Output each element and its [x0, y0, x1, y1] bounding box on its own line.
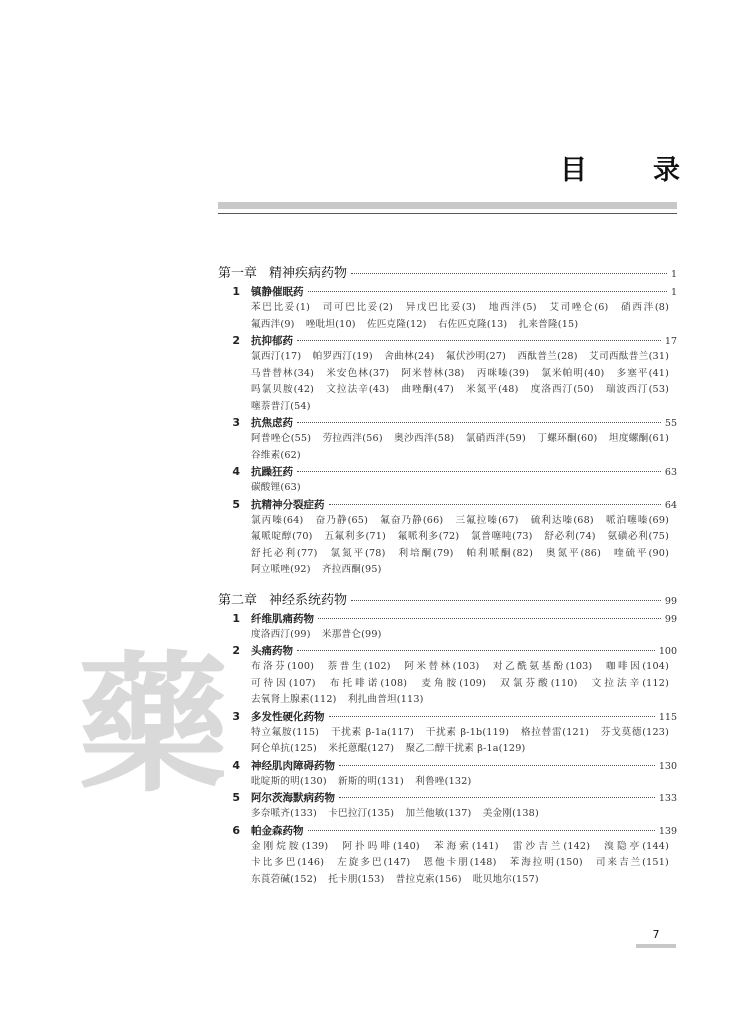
- drug-entry[interactable]: 氯西汀(17): [251, 351, 302, 362]
- section-heading[interactable]: [218, 643, 677, 659]
- section-heading[interactable]: [218, 464, 677, 480]
- drug-entry[interactable]: 普拉克索(156): [395, 873, 462, 885]
- drug-list: [251, 480, 677, 497]
- drug-entry[interactable]: 米托蒽醌(127): [328, 743, 395, 754]
- drug-entry[interactable]: 苯海拉明(150): [509, 857, 583, 868]
- drug-entry[interactable]: 吡贝地尔(157): [472, 873, 539, 885]
- section-title: 帕金森药物: [251, 824, 304, 837]
- drug-list: [251, 725, 677, 758]
- drug-entry[interactable]: 艾司西酞普兰(31): [589, 351, 670, 362]
- title-rule-thin: [218, 213, 677, 214]
- drug-list: [251, 806, 677, 823]
- chapter-block: [218, 262, 677, 579]
- drug-entry[interactable]: 卡比多巴(146): [251, 857, 325, 868]
- drug-entry[interactable]: 度洛西汀(50): [530, 384, 594, 395]
- drug-entry[interactable]: 司可巴比妥(2): [322, 302, 394, 313]
- leader-dots: [308, 830, 655, 831]
- section-number: 6: [232, 823, 240, 837]
- section-heading[interactable]: [218, 758, 677, 774]
- drug-entry[interactable]: 布托啡诺(108): [329, 677, 408, 689]
- drug-entry[interactable]: 扎来普隆(15): [518, 318, 579, 330]
- drug-entry[interactable]: 文拉法辛(43): [326, 384, 390, 395]
- chapter-heading[interactable]: [218, 589, 677, 611]
- section-title: 抗躁狂药: [251, 466, 293, 478]
- drug-entry[interactable]: 西酞普兰(28): [517, 351, 578, 362]
- chapter-heading[interactable]: [218, 262, 677, 284]
- drug-entry[interactable]: 阿扑吗啡(140): [342, 840, 420, 852]
- drug-list: [251, 774, 677, 791]
- section-title: 阿尔茨海默病药物: [251, 792, 335, 804]
- drug-entry[interactable]: 奥氮平(86): [546, 547, 602, 559]
- leader-dots: [297, 422, 661, 423]
- drug-entry[interactable]: 氟奋乃静(66): [380, 514, 444, 526]
- watermark-character: 藥: [78, 637, 229, 813]
- drug-list: [251, 513, 677, 579]
- leader-dots: [297, 471, 661, 472]
- drug-entry[interactable]: 硫利达嗪(68): [530, 514, 594, 526]
- drug-entry[interactable]: 氯普噻吨(73): [471, 531, 533, 542]
- leader-dots: [351, 273, 667, 274]
- drug-entry[interactable]: 多塞平(41): [616, 367, 670, 379]
- drug-entry[interactable]: 舒托必利(77): [251, 547, 318, 559]
- drug-entry[interactable]: 氯氮平(78): [330, 547, 386, 559]
- section-title: 抗精神分裂症药: [251, 498, 325, 511]
- section-page-number: 55: [664, 418, 677, 429]
- drug-entry[interactable]: 美金刚(138): [482, 808, 539, 819]
- drug-list: [251, 627, 677, 644]
- drug-list: [251, 839, 677, 889]
- drug-list: [251, 431, 677, 464]
- section-number: 2: [232, 644, 240, 657]
- chapter-label: 第一章: [218, 266, 258, 281]
- drug-entry[interactable]: 氯米帕明(40): [541, 367, 605, 379]
- drug-entry[interactable]: 利扎曲普坦(113): [347, 694, 424, 705]
- section-heading[interactable]: [218, 284, 677, 300]
- drug-entry[interactable]: 恩他卡朋(148): [423, 857, 497, 868]
- chapter-title: 神经系统药物: [269, 592, 348, 608]
- table-of-contents: [218, 262, 677, 898]
- drug-entry[interactable]: 双氯芬酸(110): [500, 677, 578, 689]
- drug-entry[interactable]: 硝西泮(8): [621, 302, 670, 313]
- section-page-number: 133: [658, 793, 677, 804]
- chapter-block: [218, 589, 677, 889]
- drug-entry[interactable]: 地西泮(5): [488, 302, 537, 313]
- drug-entry[interactable]: 东莨菪碱(152): [251, 873, 317, 885]
- drug-list: [251, 659, 677, 709]
- chapter-title: 精神疾病药物: [269, 266, 348, 281]
- section-page-number: 130: [658, 760, 677, 772]
- page-number-bar: [636, 944, 676, 948]
- section-heading[interactable]: [218, 611, 677, 627]
- drug-entry[interactable]: 噻萘普汀(54): [251, 400, 311, 412]
- drug-entry[interactable]: 坦度螺酮(61): [608, 433, 670, 444]
- drug-entry[interactable]: 苯巴比妥(1): [251, 302, 311, 313]
- section-page-number: 139: [658, 825, 677, 837]
- drug-entry[interactable]: 佐匹克隆(12): [366, 318, 427, 330]
- drug-entry[interactable]: 阿米替林(103): [404, 661, 480, 672]
- section-page-number: 99: [664, 613, 677, 625]
- drug-entry[interactable]: 奋乃静(65): [315, 514, 369, 526]
- title-rule-thick: [218, 202, 677, 209]
- leader-dots: [339, 797, 655, 798]
- section-title: 多发性硬化药物: [251, 710, 325, 723]
- section-heading[interactable]: [218, 415, 677, 431]
- drug-entry[interactable]: 氯硝西泮(59): [465, 433, 526, 444]
- drug-entry[interactable]: 司来吉兰(151): [595, 857, 669, 868]
- drug-entry[interactable]: 特立氟胺(115): [251, 726, 320, 738]
- section-number: 5: [232, 497, 240, 511]
- section-heading[interactable]: [218, 790, 677, 806]
- drug-entry[interactable]: 新斯的明(131): [338, 775, 405, 787]
- drug-entry[interactable]: 瑞波西汀(53): [605, 384, 670, 395]
- drug-entry[interactable]: 吗氯贝胺(42): [251, 384, 315, 395]
- page-title-right: 录: [653, 155, 680, 186]
- drug-entry[interactable]: 对乙酰氨基酚(103): [493, 661, 593, 672]
- drug-entry[interactable]: 咖啡因(104): [605, 661, 670, 672]
- drug-entry[interactable]: 多奈哌齐(133): [251, 808, 317, 819]
- page-title-left: 目: [560, 155, 587, 186]
- leader-dots: [297, 340, 661, 341]
- drug-entry[interactable]: 米氮平(48): [466, 384, 519, 395]
- drug-entry[interactable]: 加兰他敏(137): [405, 808, 472, 819]
- section-title: 神经肌肉障碍药物: [251, 759, 335, 772]
- drug-entry[interactable]: 布洛芬(100): [251, 661, 315, 672]
- drug-entry[interactable]: 氟哌利多(72): [397, 531, 460, 542]
- section-title: 抗焦虑药: [251, 417, 293, 429]
- section-page-number: 1: [670, 287, 677, 298]
- drug-entry[interactable]: 金刚烷胺(139): [251, 840, 329, 852]
- drug-entry[interactable]: 舒必利(74): [544, 531, 596, 542]
- drug-entry[interactable]: 聚乙二醇干扰素 β-1a(129): [405, 743, 526, 754]
- drug-entry[interactable]: 哌泊噻嗪(69): [605, 514, 670, 526]
- drug-entry[interactable]: 吡啶斯的明(130): [251, 775, 327, 787]
- section-heading[interactable]: [218, 823, 677, 839]
- drug-entry[interactable]: 干扰素 β-1b(119): [425, 726, 510, 738]
- section-title: 纤维肌痛药物: [251, 612, 314, 625]
- page-title: [560, 148, 680, 187]
- drug-entry[interactable]: 异戊巴比妥(3): [405, 302, 477, 313]
- drug-entry[interactable]: 干扰素 β-1a(117): [330, 726, 414, 738]
- drug-entry[interactable]: 右佐匹克隆(13): [437, 318, 508, 330]
- drug-entry[interactable]: 格拉替雷(121): [520, 726, 590, 738]
- drug-entry[interactable]: 芬戈莫德(123): [600, 726, 670, 738]
- section-heading[interactable]: [218, 333, 677, 349]
- drug-entry[interactable]: 艾司唑仑(6): [549, 302, 609, 313]
- drug-entry[interactable]: 去氧肾上腺素(112): [251, 694, 337, 705]
- drug-entry[interactable]: 溴隐亭(144): [604, 840, 670, 852]
- drug-entry[interactable]: 氟哌啶醇(70): [251, 531, 313, 542]
- drug-entry[interactable]: 氯丙嗪(64): [251, 514, 304, 526]
- drug-entry[interactable]: 文拉法辛(112): [591, 677, 670, 689]
- section-page-number: 63: [664, 467, 677, 478]
- drug-list: [251, 300, 677, 333]
- drug-entry[interactable]: 舍曲林(24): [384, 351, 435, 362]
- drug-entry[interactable]: 曲唑酮(47): [401, 384, 454, 395]
- drug-entry[interactable]: 奥沙西泮(58): [394, 433, 455, 444]
- section-number: 5: [232, 791, 240, 804]
- chapter-page-number: 1: [670, 269, 677, 280]
- section-title: 镇静催眠药: [251, 286, 304, 298]
- section-heading[interactable]: [218, 497, 677, 513]
- drug-entry[interactable]: 度洛西汀(99): [251, 628, 311, 640]
- drug-entry[interactable]: 三氟拉嗪(67): [455, 514, 519, 526]
- drug-entry[interactable]: 苯海索(141): [433, 840, 499, 852]
- drug-entry[interactable]: 氨磺必利(75): [607, 531, 670, 542]
- section-page-number: 64: [664, 499, 677, 511]
- drug-entry[interactable]: 利鲁唑(132): [415, 775, 472, 787]
- drug-entry[interactable]: 齐拉西酮(95): [321, 564, 382, 575]
- section-number: 1: [232, 611, 240, 625]
- section-number: 4: [232, 758, 240, 772]
- drug-entry[interactable]: 雷沙吉兰(142): [512, 840, 591, 852]
- drug-entry[interactable]: 利培酮(79): [398, 547, 454, 559]
- section-number: 3: [232, 709, 240, 723]
- drug-entry[interactable]: 卡巴拉汀(135): [328, 808, 395, 819]
- section-title: 头痛药物: [251, 645, 293, 657]
- drug-entry[interactable]: 可待因(107): [251, 677, 316, 689]
- drug-entry[interactable]: 萘普生(102): [327, 661, 391, 672]
- page-number: 7: [652, 928, 660, 941]
- drug-entry[interactable]: 阿立哌唑(92): [251, 564, 311, 575]
- drug-entry[interactable]: 劳拉西泮(56): [322, 433, 383, 444]
- chapter-page-number: 99: [664, 595, 677, 607]
- drug-entry[interactable]: 阿米替林(38): [401, 367, 465, 379]
- drug-entry[interactable]: 托卡朋(153): [328, 873, 385, 885]
- leader-dots: [308, 291, 667, 292]
- drug-entry[interactable]: 米那普仑(99): [321, 628, 382, 640]
- drug-entry[interactable]: 麦角胺(109): [421, 677, 487, 689]
- section-title: 抗抑郁药: [251, 335, 293, 347]
- section-heading[interactable]: [218, 709, 677, 725]
- drug-entry[interactable]: 阿普唑仑(55): [251, 433, 312, 444]
- section-number: 1: [232, 285, 240, 298]
- section-number: 2: [232, 334, 240, 347]
- leader-dots: [297, 650, 655, 651]
- drug-entry[interactable]: 左旋多巴(147): [337, 857, 411, 868]
- section-page-number: 17: [664, 336, 677, 347]
- drug-entry[interactable]: 阿仑单抗(125): [251, 743, 317, 754]
- leader-dots: [329, 504, 661, 505]
- drug-entry[interactable]: 丁螺环酮(60): [537, 433, 598, 444]
- drug-entry[interactable]: 碳酸锂(63): [251, 482, 301, 493]
- drug-entry[interactable]: 谷维素(62): [251, 449, 301, 461]
- leader-dots: [351, 600, 661, 601]
- drug-entry[interactable]: 氟伏沙明(27): [445, 351, 507, 362]
- section-number: 3: [232, 416, 240, 429]
- drug-entry[interactable]: 五氟利多(71): [324, 531, 386, 542]
- section-page-number: 100: [658, 646, 677, 657]
- chapter-label: 第二章: [218, 592, 258, 608]
- drug-entry[interactable]: 帕罗西汀(19): [312, 351, 373, 362]
- leader-dots: [329, 716, 655, 717]
- drug-list: [251, 349, 677, 415]
- leader-dots: [339, 765, 655, 766]
- drug-entry[interactable]: 米安色林(37): [326, 367, 390, 379]
- drug-entry[interactable]: 喹硫平(90): [614, 547, 670, 559]
- drug-entry[interactable]: 氟西泮(9): [251, 318, 295, 330]
- section-page-number: 115: [658, 711, 677, 723]
- drug-entry[interactable]: 丙咪嗪(39): [476, 367, 530, 379]
- section-number: 4: [232, 465, 240, 478]
- drug-entry[interactable]: 唑吡坦(10): [305, 318, 356, 330]
- leader-dots: [318, 618, 661, 619]
- drug-entry[interactable]: 帕利哌酮(82): [466, 547, 534, 559]
- page-footer: [636, 928, 676, 948]
- drug-entry[interactable]: 马普替林(34): [251, 367, 315, 379]
